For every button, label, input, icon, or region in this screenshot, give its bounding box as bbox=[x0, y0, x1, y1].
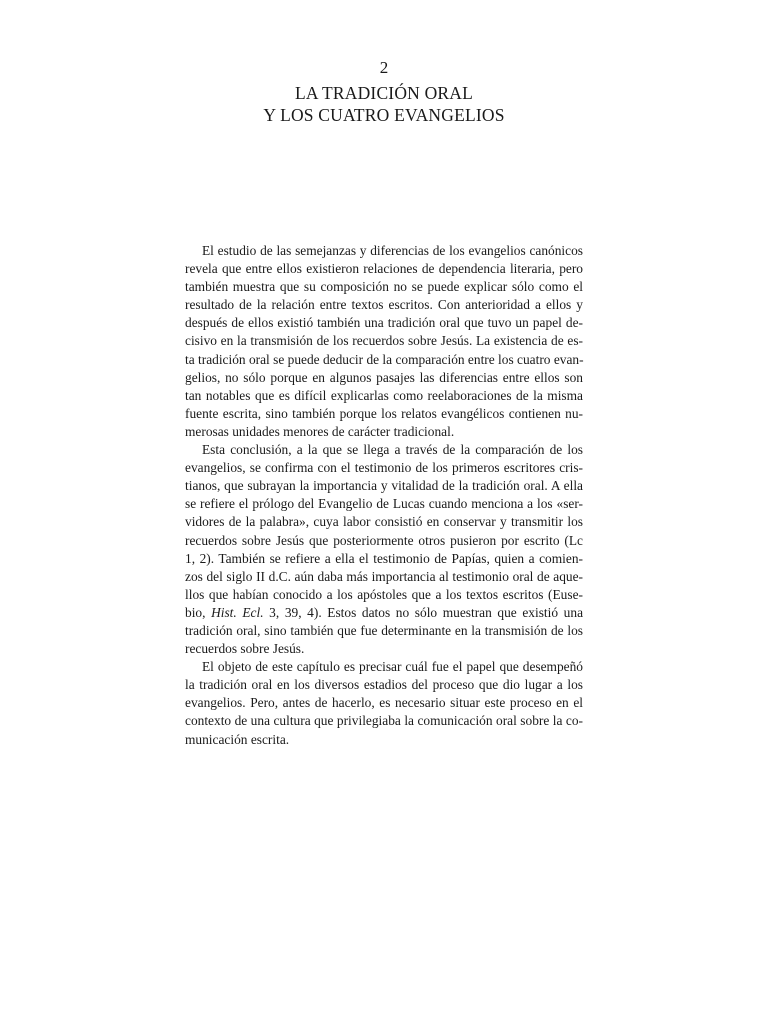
text-line: ta tradición oral se puede deducir de la comparación entre los cuatro evan- bbox=[185, 351, 584, 367]
text-line: zos del siglo II d.C. aún daba más importancia al testimonio oral de aque- bbox=[185, 568, 583, 584]
paragraph bbox=[185, 658, 583, 748]
text-line: merosas unidades menores de carácter tradicional. bbox=[185, 423, 455, 439]
text-line: recuerdos sobre Jesús. bbox=[185, 641, 305, 657]
text-line: la tradición oral en los diversos estadios del proceso que dio lugar a los bbox=[185, 677, 583, 693]
text-line: tradición oral, sino también que fue determinante en la transmisión de los bbox=[185, 622, 583, 638]
text-line: recuerdos sobre Jesús que posteriormente otros pusieron por escrito (Lc bbox=[185, 532, 583, 548]
text-line: después de ellos existió también una tradición oral que tuvo un papel de- bbox=[185, 315, 583, 331]
text-line: tianos, que subrayan la importancia y vitalidad de la tradición oral. A ella bbox=[185, 478, 583, 494]
text-line: también muestra que su composición no se puede explicar sólo como el bbox=[185, 279, 583, 295]
text-line: llos que habían conocido a los apóstoles que a los textos escritos (Euse- bbox=[185, 586, 583, 602]
text-line: Esta conclusión, a la que se llega a través de la comparación de los bbox=[202, 442, 583, 458]
text-line: cisivo en la transmisión de los recuerdos sobre Jesús. La existencia de es- bbox=[185, 333, 583, 349]
text-line: vidores de la palabra», cuya labor consistió en conservar y transmitir los bbox=[185, 514, 583, 530]
text-line: evangelios, se confirma con el testimonio de los primeros escritores cris- bbox=[185, 460, 583, 476]
text-line: gelios, no sólo porque en algunos pasajes las diferencias entre ellos son bbox=[185, 369, 583, 385]
text-line: municación escrita. bbox=[185, 731, 290, 747]
chapter-body bbox=[185, 242, 583, 749]
text-line: revela que entre ellos existieron relaciones de dependencia literaria, pero bbox=[185, 261, 583, 277]
text-line: El estudio de las semejanzas y diferencias de los evangelios canónicos bbox=[202, 243, 583, 258]
text-line: bio, Hist. Ecl. 3, 39, 4). Estos datos no sólo muestran que existió una bbox=[185, 604, 584, 620]
text-line: fuente escrita, sino también porque los relatos evangélicos contienen nu- bbox=[185, 405, 583, 421]
paragraph bbox=[185, 441, 583, 658]
text-line: evangelios. Pero, antes de hacerlo, es necesario situar este proceso en el bbox=[185, 695, 583, 711]
chapter-title-line-2: Y LOS CUATRO EVANGELIOS bbox=[263, 105, 505, 125]
text-line: 1, 2). También se refiere a ella el testimonio de Papías, quien a comien- bbox=[185, 550, 583, 566]
chapter-title-line-1: LA TRADICIÓN ORAL bbox=[294, 83, 474, 103]
text-line: resultado de la relación entre textos escritos. Con anterioridad a ellos y bbox=[185, 297, 583, 313]
chapter-number: 2 bbox=[379, 58, 389, 77]
paragraph bbox=[185, 242, 583, 441]
text-line: contexto de una cultura que privilegiaba la comunicación oral sobre la co- bbox=[185, 713, 583, 729]
chapter-title bbox=[0, 82, 768, 126]
text-line: tan notables que es difícil explicarlas como reelaboraciones de la misma bbox=[185, 387, 583, 403]
text-line: El objeto de este capítulo es precisar cuál fue el papel que desempeñó bbox=[202, 659, 583, 675]
text-line: se refiere el prólogo del Evangelio de Lucas cuando menciona a los «ser- bbox=[185, 496, 583, 512]
